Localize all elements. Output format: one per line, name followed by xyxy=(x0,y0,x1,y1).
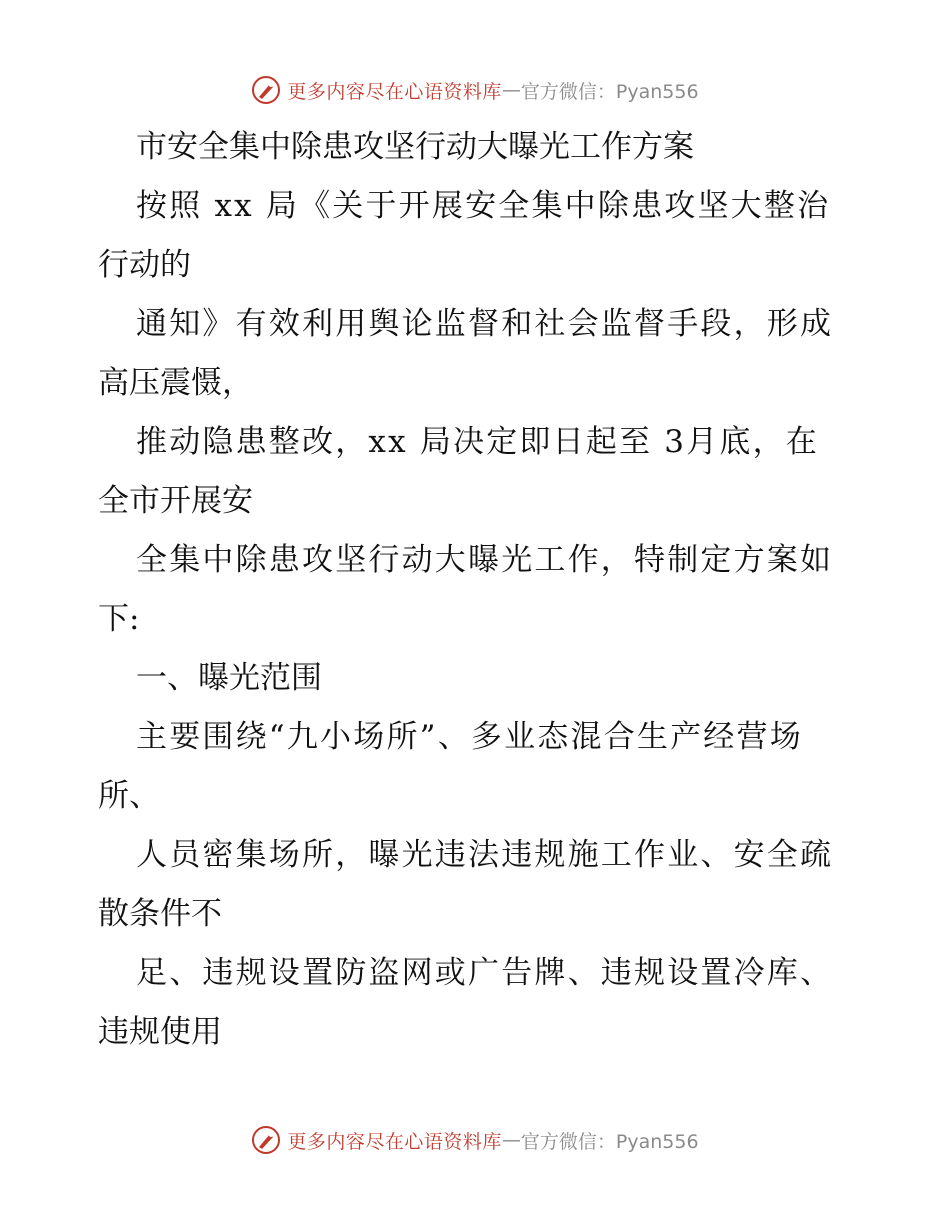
paragraph-line: 违规使用 xyxy=(98,1014,222,1050)
section-heading: 一、曝光范围 xyxy=(136,660,322,696)
paragraph-line: 散条件不 xyxy=(98,896,222,932)
pen-nib-logo-icon xyxy=(251,1125,281,1155)
document-title: 市安全集中除患攻坚行动大曝光工作方案 xyxy=(136,129,694,165)
paragraph-line: 人员密集场所，曝光违法违规施工作业、安全疏 xyxy=(136,837,834,873)
watermark-dash: — xyxy=(501,79,521,101)
document-body xyxy=(98,118,858,1062)
paragraph-line: 通知》有效利用舆论监督和社会监督手段，形成 xyxy=(136,306,834,342)
watermark-contact: 官方微信：Pyan556 xyxy=(520,1130,699,1153)
pen-nib-logo-icon xyxy=(251,75,281,105)
paragraph-line: 全集中除患攻坚行动大曝光工作，特制定方案如 xyxy=(136,542,834,578)
paragraph-line: 所、 xyxy=(98,778,160,814)
paragraph-line: 按照 xx 局《关于开展安全集中除患攻坚大整治 xyxy=(136,188,831,224)
watermark-dash: — xyxy=(501,1129,521,1151)
paragraph-line: 行动的 xyxy=(98,247,191,283)
paragraph-line: 全市开展安 xyxy=(98,483,253,519)
watermark-banner-top xyxy=(0,70,950,110)
paragraph-line: 高压震慑， xyxy=(98,365,253,401)
watermark-main-text: 更多内容尽在心语资料库 xyxy=(287,1130,502,1153)
watermark-main-text: 更多内容尽在心语资料库 xyxy=(287,80,502,103)
paragraph-line: 下: xyxy=(98,601,140,637)
paragraph-line: 足、违规设置防盗网或广告牌、违规设置冷库、 xyxy=(136,955,834,991)
watermark-contact: 官方微信：Pyan556 xyxy=(520,80,699,103)
paragraph-line: 主要围绕“九小场所”、多业态混合生产经营场 xyxy=(136,719,803,755)
watermark-banner-bottom xyxy=(0,1120,950,1160)
paragraph-line: 推动隐患整改，xx 局决定即日起至 3月底，在 xyxy=(136,424,819,460)
